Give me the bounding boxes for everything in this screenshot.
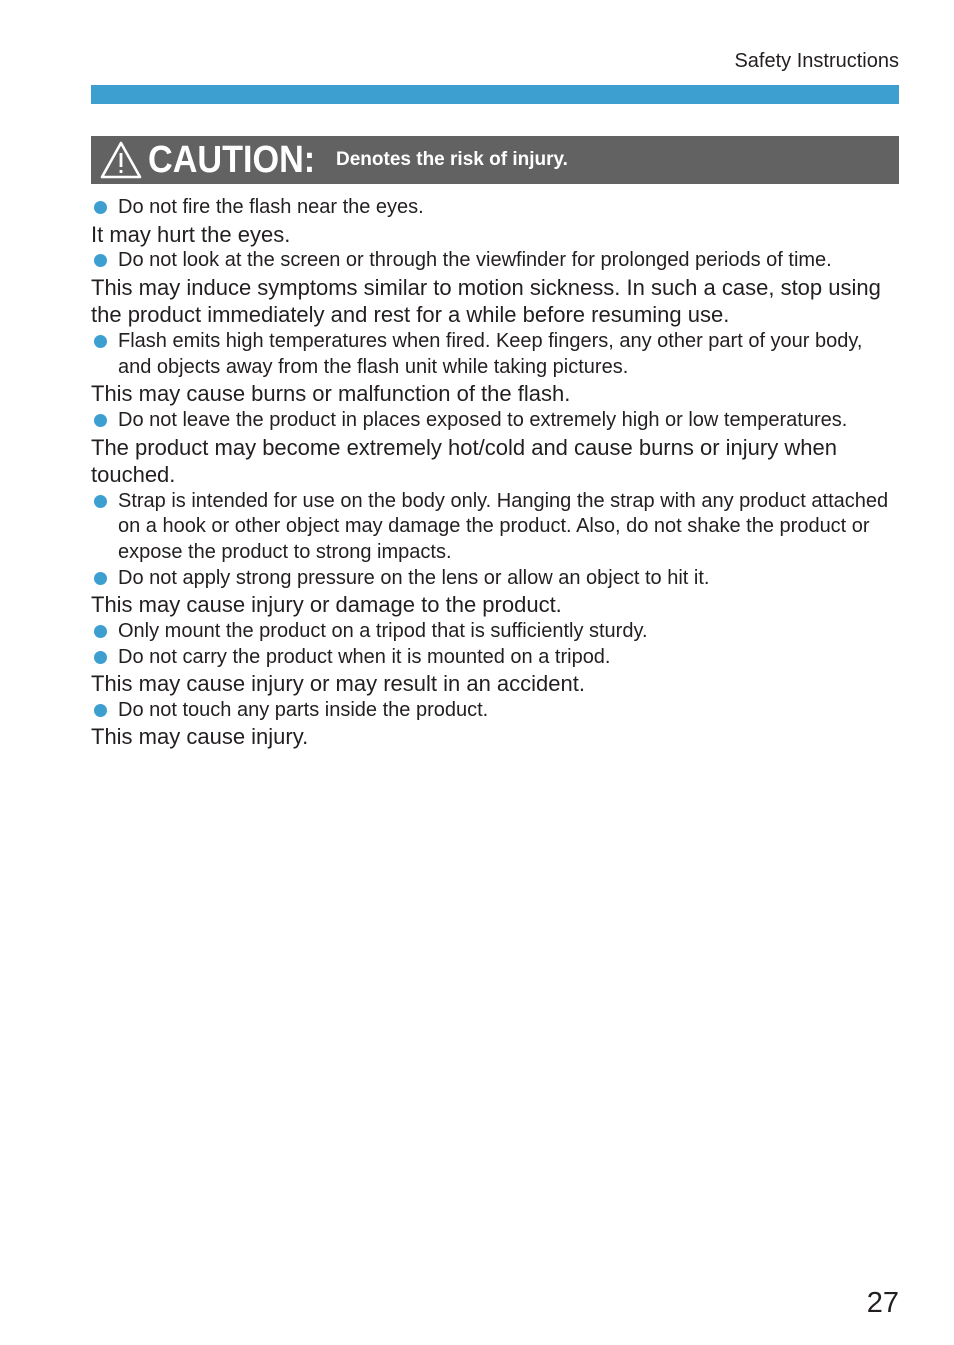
bullet-text: Do not fire the flash near the eyes. [118,196,424,218]
bullet-text: Do not look at the screen or through the viewfinder for prolonged periods of time. [118,249,832,272]
item-description: The product may become extremely hot/cold and cause burns or injury when touched. [91,434,837,488]
item-description: This may cause injury. [91,724,309,750]
bullet-item [91,329,901,380]
bullet-dot-icon [94,651,107,664]
item-description: This may induce symptoms similar to motion sickness. In such a case, stop using the product immediately and rest for a while before resuming use. [91,274,881,328]
bullet-text: Do not touch any parts inside the product. [118,698,489,721]
item-description: This may cause injury or may result in an accident. [91,671,585,697]
bullet-dot-icon [94,495,107,508]
bullet-item [91,248,901,274]
item-description: This may cause burns or malfunction of the flash. [91,381,571,407]
bullet-text: Do not apply strong pressure on the lens or allow an object to hit it. [118,566,710,589]
item-description: This may cause injury or damage to the product. [91,592,562,618]
caution-description: Denotes the risk of injury. [336,149,568,170]
bullet-item [91,619,901,645]
bullet-text: Only mount the product on a tripod that is sufficiently sturdy. [118,619,648,642]
bullet-text: Flash emits high temperatures when fired. Keep fingers, any other part of your body, and objects away from the flash unit while taking pictures. [118,329,863,378]
bullet-dot-icon [94,335,107,348]
bullet-dot-icon [94,625,107,638]
bullet-item [91,698,901,724]
bullet-dot-icon [94,704,107,717]
item-description: It may hurt the eyes. [91,221,291,247]
safety-list [91,195,901,751]
bullet-item [91,566,901,592]
bullet-text: Do not leave the product in places exposed to extremely high or low temperatures. [118,408,848,431]
section-title: Safety Instructions [734,50,899,72]
bullet-text: Do not carry the product when it is mounted on a tripod. [118,645,611,668]
caution-banner [91,136,899,184]
bullet-dot-icon [94,414,107,427]
header-accent-bar [91,85,899,104]
caution-label: CAUTION: [148,139,316,181]
bullet-item [91,489,901,566]
bullet-item [91,645,901,671]
bullet-text: Strap is intended for use on the body only. Hanging the strap with any product attached on a hook or other object may damage the product. Also, do not shake the product or expose the product to strong impacts. [118,489,889,563]
bullet-item [91,408,901,434]
warning-triangle-icon [99,139,143,181]
bullet-dot-icon [94,254,107,267]
bullet-dot-icon [94,201,107,214]
page-number: 27 [866,1287,899,1319]
bullet-item [91,195,901,221]
bullet-dot-icon [94,572,107,585]
